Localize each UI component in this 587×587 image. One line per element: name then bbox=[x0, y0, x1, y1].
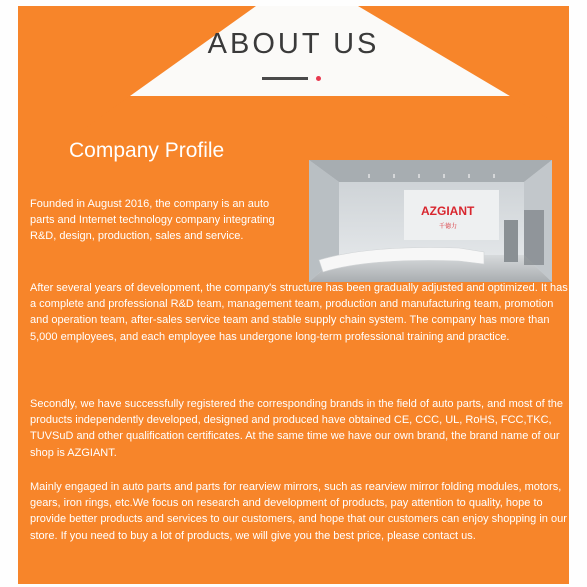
sign-text: AZGIANT bbox=[421, 204, 475, 218]
paragraph-business: Mainly engaged in auto parts and parts for rearview mirrors, such as rearview mirror folding modules, motors, gears, iron rings, etc.We focus on research and development of products, pay attention to quality, hope to provide better products and services to our customers, and hope that our customers can enjoy shopping in our store. If you need to buy a lot of products, we will give you the best price, please contact us. bbox=[30, 481, 567, 542]
page-title: ABOUT US bbox=[207, 28, 380, 60]
divider-dot bbox=[316, 76, 321, 81]
office-reception-photo bbox=[309, 160, 552, 282]
reception-illustration bbox=[309, 160, 552, 282]
paragraph-development: After several years of development, the company's structure has been gradually adjusted and optimized. It has a complete and professional R&D team, management team, production and manufacturing team, promotion and operation team, after-sales service team and stable supply chain system. The company has more than 5,000 employees, and each employee has undergone long-term professional training and practice. bbox=[30, 282, 568, 343]
title-divider bbox=[262, 77, 308, 80]
paragraph-brands: Secondly, we have successfully registered the corresponding brands in the field of auto parts, and most of the products independently developed, designed and produced have obtained CE, CCC, UL, RoHS, FCC,TKC, TUVSuD and other qualification certificates. At the same time we have our own brand, the brand name of our shop is AZGIANT. bbox=[30, 398, 563, 459]
paragraph-intro: Founded in August 2016, the company is an auto parts and Internet technology company integrating R&D, design, production, sales and service. bbox=[30, 198, 275, 243]
section-heading: Company Profile bbox=[69, 139, 225, 162]
sign-subtext: 千德力 bbox=[439, 224, 458, 230]
